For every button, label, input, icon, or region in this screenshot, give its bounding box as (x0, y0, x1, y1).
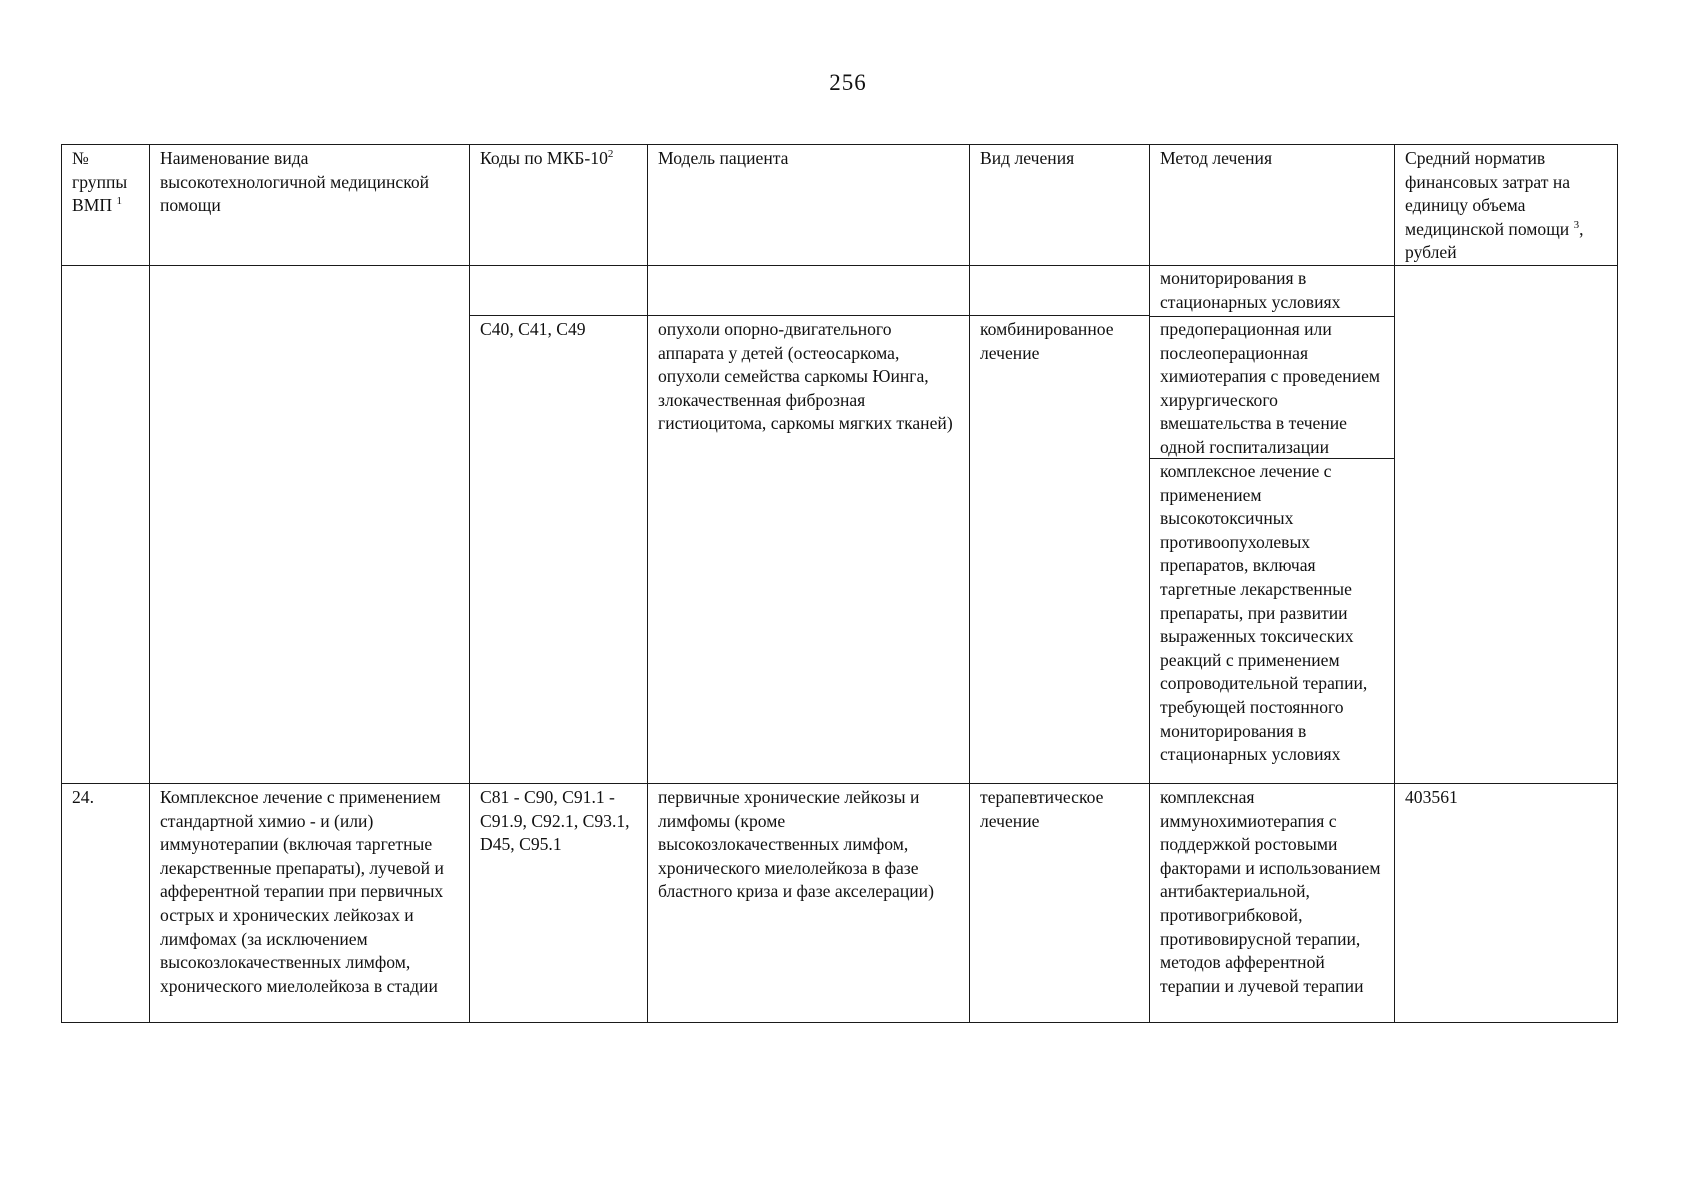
table-row (62, 783, 1618, 1022)
cell-cost: 403561 (1395, 783, 1618, 1022)
method-preoperative-chemo: предоперационная или послеоперационная химиотерапия с проведением хирургического вмешательства в течение одной госпитализации (1150, 317, 1394, 459)
cell-patient-model: опухоли опорно-двигательного аппарата у детей (остеосаркома, опухоли семейства саркомы Юинга, злокачественная фиброзная гистиоцитома, саркомы мягких тканей) (648, 315, 970, 783)
method-continuation: мониторирования в стационарных условиях (1150, 266, 1394, 317)
method-complex-treatment: комплексное лечение с применением высокотоксичных противоопухолевых препаратов, включая таргетные лекарственные препараты, при развитии выраженных токсических реакций с применением сопроводительной терапии, требующей постоянного мониторирования в стационарных условиях (1160, 460, 1368, 765)
cell-icd-codes: C40, C41, C49 (470, 315, 648, 783)
header-treatment-method: Метод лечения (1150, 145, 1395, 266)
table-header-row (62, 145, 1618, 266)
cell-name: Комплексное лечение с применением стандартной химио - и (или) иммунотерапии (включая таргетные лекарственные препараты), лучевой и афферентной терапии при первичных острых и хронических лейкозах и лимфомах (за исключением высокозлокачественных лимфом, хронического миелолейкоза в стадии (150, 783, 470, 1022)
header-patient-model: Модель пациента (648, 145, 970, 266)
header-group-number: № группы ВМП $^1$ (62, 145, 150, 266)
cell-treatment-type-empty (970, 265, 1150, 315)
cell-icd-codes: C81 - C90, C91.1 - C91.9, C92.1, C93.1, D45, C95.1 (470, 783, 648, 1022)
vmp-table (61, 144, 1618, 1023)
cell-treatment-type: терапевтическое лечение (970, 783, 1150, 1022)
cell-treatment-methods (1150, 265, 1395, 783)
page-number: 256 (829, 70, 867, 95)
header-icd-codes: Коды по МКБ-$10^2$ (470, 145, 648, 266)
cell-group-number-empty (62, 265, 150, 783)
cell-cost-empty (1395, 265, 1618, 783)
table-row (62, 265, 1618, 315)
header-cost-standard: Средний норматив финансовых затрат на единицу объема медицинской помощи $^3$, рублей (1395, 145, 1618, 266)
cell-patient-model: первичные хронические лейкозы и лимфомы (кроме высокозлокачественных лимфом, хронического миелолейкоза в фазе бластного криза и фазе акселерации) (648, 783, 970, 1022)
cell-group-number: 24. (62, 783, 150, 1022)
cell-icd-empty (470, 265, 648, 315)
header-name: Наименование вида высокотехнологичной медицинской помощи (150, 145, 470, 266)
cell-treatment-type: комбинированное лечение (970, 315, 1150, 783)
header-treatment-type: Вид лечения (970, 145, 1150, 266)
cell-treatment-method: комплексная иммунохимиотерапия с поддержкой ростовыми факторами и использованием антибактериальной, противогрибковой, противовирусной терапии, методов афферентной терапии и лучевой терапии (1150, 783, 1395, 1022)
cell-name-empty (150, 265, 470, 783)
cell-patient-model-empty (648, 265, 970, 315)
